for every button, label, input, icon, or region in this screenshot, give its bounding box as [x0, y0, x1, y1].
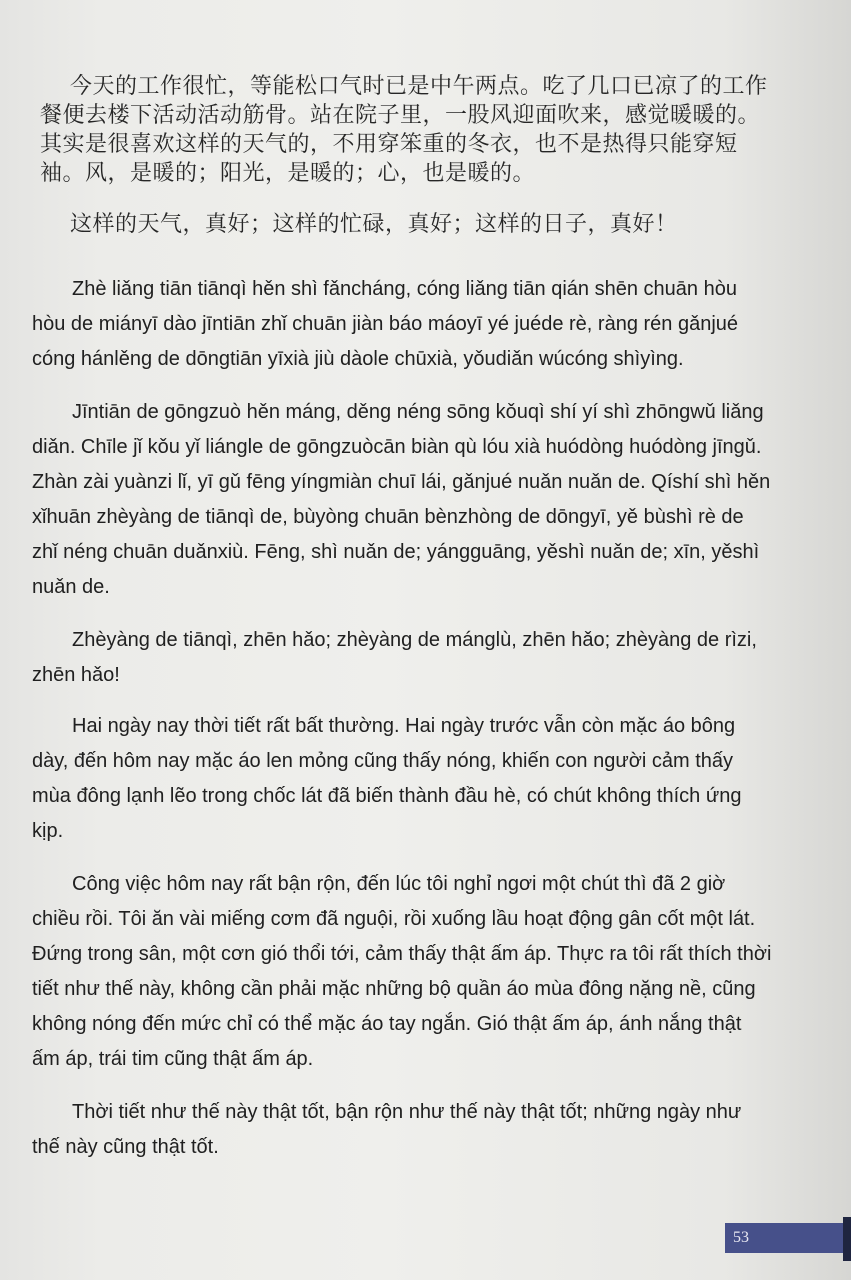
pinyin-paragraph-3: Zhèyàng de tiānqì, zhēn hǎo; zhèyàng de mánglù, zhēn hǎo; zhèyàng de rìzi, zhēn hǎo! [32, 629, 757, 686]
page-number-tab [725, 1223, 843, 1253]
chinese-text-block [40, 72, 775, 239]
pinyin-paragraph-2: Jīntiān de gōngzuò hěn máng, děng néng sōng kǒuqì shí yí shì zhōngwǔ liǎng diǎn. Chīle jǐ kǒu yǐ liángle de gōngzuòcān biàn qù lóu xià huódòng huódòng jīngǔ. Zhàn zài yuànzi lǐ, yī gǔ fēng yíngmiàn chuī lái, gǎnjué nuǎn nuǎn de. Qíshí shì hěn xǐhuān zhèyàng de tiānqì de, bùyòng chuān bènzhòng de dōngyī, yě bùshì rè de zhǐ néng chuān duǎnxiù. Fēng, shì nuǎn de; yángguāng, yěshì nuǎn de; xīn, yěshì nuǎn de. [32, 401, 771, 598]
vietnamese-paragraph-3: Thời tiết như thế này thật tốt, bận rộn như thế này thật tốt; những ngày như thế này cũng thật tốt. [32, 1101, 742, 1158]
page-number: 53 [733, 1229, 749, 1246]
page-edge-marker [843, 1217, 851, 1261]
vietnamese-paragraph-2: Công việc hôm nay rất bận rộn, đến lúc tôi nghỉ ngơi một chút thì đã 2 giờ chiều rồi. Tôi ăn vài miếng cơm đã nguội, rồi xuống lầu hoạt động gân cốt một lát. Đứng trong sân, một cơn gió thổi tới, cảm thấy thật ấm áp. Thực ra tôi rất thích thời tiết như thế này, không cần phải mặc những bộ quần áo mùa đông nặng nề, cũng không nóng đến mức chỉ có thể mặc áo tay ngắn. Gió thật ấm áp, ánh nắng thật ấm áp, trái tim cũng thật ấm áp. [32, 873, 772, 1070]
chinese-paragraph-2: 这样的天气，真好；这样的忙碌，真好；这样的日子，真好！ [70, 212, 678, 237]
translation-text-block [32, 272, 772, 1183]
chinese-paragraph-1: 今天的工作很忙，等能松口气时已是中午两点。吃了几口已凉了的工作餐便去楼下活动活动筋骨。站在院子里，一股风迎面吹来，感觉暖暖的。其实是很喜欢这样的天气的，不用穿笨重的冬衣，也不是热得只能穿短袖。风，是暖的；阳光，是暖的；心，也是暖的。 [40, 74, 768, 186]
vietnamese-paragraph-1: Hai ngày nay thời tiết rất bất thường. Hai ngày trước vẫn còn mặc áo bông dày, đến hôm nay mặc áo len mỏng cũng thấy nóng, khiến con người cảm thấy mùa đông lạnh lẽo trong chốc lát đã biến thành đầu hè, có chút không thích ứng kịp. [32, 715, 742, 842]
pinyin-paragraph-1: Zhè liǎng tiān tiānqì hěn shì fǎncháng, cóng liǎng tiān qián shēn chuān hòu hòu de miányī dào jīntiān zhǐ chuān jiàn báo máoyī yé juéde rè, ràng rén gǎnjué cóng hánlěng de dōngtiān yīxià jiù dàole chūxià, yǒudiǎn wúcóng shìyìng. [32, 278, 739, 370]
